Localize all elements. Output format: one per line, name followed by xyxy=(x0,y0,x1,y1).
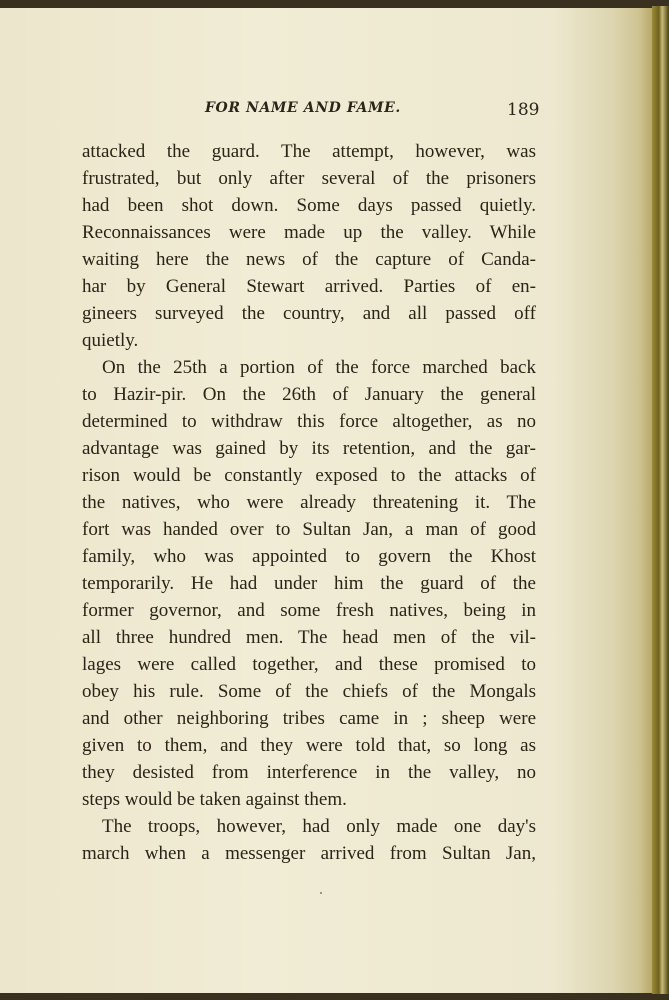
text-line: On the 25th a portion of the force marched back xyxy=(102,357,536,378)
text-line: fort was handed over to Sultan Jan, a man of good xyxy=(82,519,536,540)
text-line: obey his rule. Some of the chiefs of the Mongals xyxy=(82,681,536,702)
text-line: rison would be constantly exposed to the attacks of xyxy=(82,465,536,486)
text-line: quietly. xyxy=(82,330,139,351)
text-line: they desisted from interference in the valley, no xyxy=(82,762,536,783)
body-text xyxy=(82,138,536,867)
text-line: gineers surveyed the country, and all passed off xyxy=(82,303,536,324)
text-line: to Hazir-pir. On the 26th of January the general xyxy=(82,384,536,405)
text-line: the natives, who were already threatening it. The xyxy=(82,492,536,513)
text-line: lages were called together, and these promised to xyxy=(82,654,536,675)
book-page xyxy=(0,8,654,993)
text-line: har by General Stewart arrived. Parties of en- xyxy=(82,276,536,297)
text-line: attacked the guard. The attempt, however, was xyxy=(82,141,536,162)
text-line: steps would be taken against them. xyxy=(82,789,347,810)
running-head-title: FOR NAME AND FAME. xyxy=(205,100,401,116)
text-line: frustrated, but only after several of the prisoners xyxy=(82,168,536,189)
text-line: waiting here the news of the capture of Canda- xyxy=(82,249,536,270)
running-head xyxy=(0,100,640,124)
text-line: all three hundred men. The head men of the vil- xyxy=(82,627,536,648)
book-page-edge xyxy=(652,6,669,994)
text-line: former governor, and some fresh natives, being in xyxy=(82,600,536,621)
text-line: given to them, and they were told that, so long as xyxy=(82,735,536,756)
text-line: advantage was gained by its retention, and the gar- xyxy=(82,438,536,459)
page-number: 189 xyxy=(507,100,540,120)
paper-speck xyxy=(320,892,322,894)
text-line: march when a messenger arrived from Sultan Jan, xyxy=(82,843,536,864)
text-line: temporarily. He had under him the guard of the xyxy=(82,573,536,594)
text-line: and other neighboring tribes came in ; sheep were xyxy=(82,708,536,729)
text-line: family, who was appointed to govern the Khost xyxy=(82,546,536,567)
text-line: determined to withdraw this force altogether, as no xyxy=(82,411,536,432)
text-line: had been shot down. Some days passed quietly. xyxy=(82,195,536,216)
text-line: The troops, however, had only made one day's xyxy=(102,816,536,837)
text-line: Reconnaissances were made up the valley. While xyxy=(82,222,536,243)
